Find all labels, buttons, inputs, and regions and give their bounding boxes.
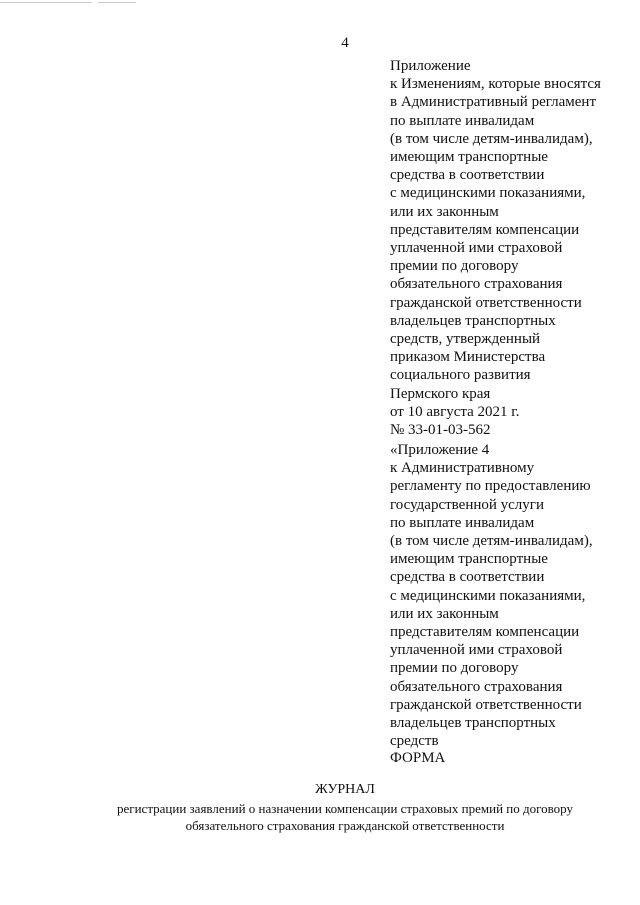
form-label: ФОРМА — [390, 750, 446, 766]
appendix-header-line: с медицинскими показаниями, — [390, 185, 586, 202]
appendix-4-header — [390, 441, 635, 750]
journal-subtitle-line: обязательного страхования гражданской ответственности — [185, 817, 505, 833]
appendix-4-line: премии по договору — [390, 660, 519, 677]
appendix-4-line: обязательного страхования — [390, 678, 563, 695]
appendix-header-line: по выплате инвалидам — [390, 112, 535, 129]
appendix-header-line: гражданской ответственности — [390, 294, 582, 311]
journal-subtitle-line: регистрации заявлений о назначении компенсации страховых премий по договору — [116, 801, 573, 816]
appendix-header-line: средств, утвержденный — [390, 331, 541, 348]
appendix-4-line: с медицинскими показаниями, — [390, 587, 586, 604]
appendix-4-line: представителям компенсации — [390, 624, 580, 641]
appendix-header-line: от 10 августа 2021 г. — [390, 403, 520, 420]
appendix-4-line: к Административному — [390, 460, 535, 477]
appendix-header-line: приказом Министерства — [390, 349, 546, 366]
appendix-header-line: в Административный регламент — [390, 94, 597, 111]
appendix-4-line: «Приложение 4 — [390, 442, 490, 458]
appendix-header-line: (в том числе детям-инвалидам), — [390, 130, 593, 147]
appendix-header-line: или их законным — [390, 203, 499, 220]
scan-edge-line-left — [0, 2, 92, 3]
appendix-header-line: имеющим транспортные — [390, 149, 548, 166]
appendix-header — [390, 57, 635, 439]
appendix-header-line: социального развития — [390, 367, 531, 384]
journal-subtitle — [0, 801, 640, 834]
scan-edge-line-right — [98, 2, 136, 3]
appendix-4-line: по выплате инвалидам — [390, 514, 535, 531]
page-number: 4 — [341, 35, 349, 51]
appendix-4-line: регламенту по предоставлению — [390, 478, 591, 495]
appendix-4-line: владельцев транспортных — [390, 715, 556, 732]
appendix-header-line: средства в соответствии — [390, 167, 545, 184]
appendix-header-line: Пермского края — [390, 385, 491, 402]
appendix-4-line: (в том числе детям-инвалидам), — [390, 533, 593, 550]
appendix-4-line: средств — [390, 733, 439, 750]
appendix-4-line: имеющим транспортные — [390, 551, 548, 568]
appendix-4-line: средства в соответствии — [390, 569, 545, 586]
appendix-4-line: гражданской ответственности — [390, 696, 582, 713]
appendix-header-line: к Изменениям, которые вносятся — [390, 76, 601, 93]
appendix-header-line: обязательного страхования — [390, 276, 563, 293]
appendix-header-line: представителям компенсации — [390, 221, 580, 238]
appendix-header-line: владельцев транспортных — [390, 312, 556, 329]
appendix-header-line: премии по договору — [390, 258, 519, 275]
appendix-header-line: Приложение — [390, 58, 471, 74]
appendix-4-line: уплаченной ими страховой — [390, 642, 563, 659]
journal-title: ЖУРНАЛ — [315, 782, 375, 797]
appendix-header-line: № 33-01-03-562 — [390, 422, 491, 439]
appendix-4-line: государственной услуги — [390, 496, 544, 513]
appendix-header-line: уплаченной ими страховой — [390, 240, 563, 257]
appendix-4-line: или их законным — [390, 605, 499, 622]
